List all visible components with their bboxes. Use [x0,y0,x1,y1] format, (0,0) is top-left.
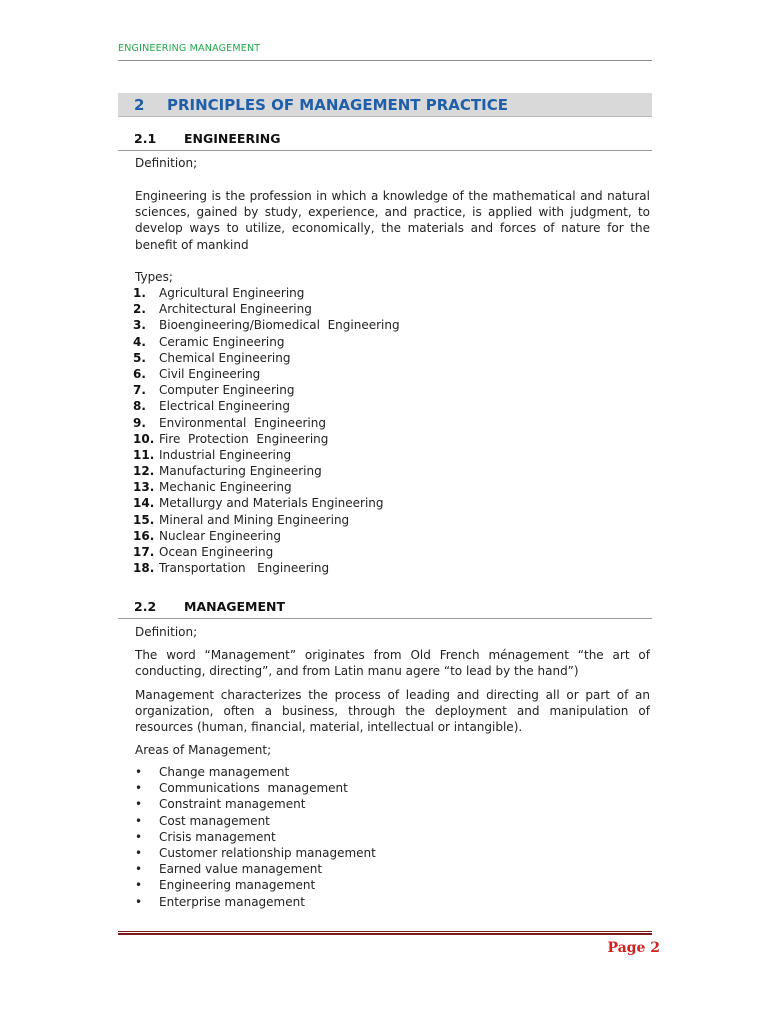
list-item [133,447,400,463]
list-item [133,431,400,447]
list-item-text: Customer relationship management [159,845,376,860]
list-item [133,415,400,431]
definition-label: Definition; [135,156,198,170]
header-rule [118,60,652,61]
list-item-text: Ceramic Engineering [159,334,285,349]
list-number: 6. [133,366,146,381]
list-item-text: Bioengineering/Biomedical Engineering [159,318,400,333]
list-item-text: Industrial Engineering [159,447,292,462]
list-number: 18. [133,561,155,576]
bullet-icon: • [135,845,143,860]
list-number: 13. [133,480,155,495]
list-item-text: Earned value management [159,862,323,877]
list-item [133,285,400,301]
list-number: 10. [133,431,155,446]
list-item [133,382,400,398]
list-item [133,780,376,796]
definition-label: Definition; [135,625,198,639]
list-item [133,398,400,414]
management-etymology: The word “Management” originates from Old French ménagement “the art of conducting, directing”, and from Latin manu agere “to lead by the hand”) [135,648,650,679]
list-item-text: Constraint management [159,797,306,812]
list-item [133,495,400,511]
list-number: 8. [133,399,146,414]
section-number: 2.2 [134,599,157,614]
bullet-icon: • [135,781,143,796]
list-item [133,512,400,528]
list-number: 7. [133,383,146,398]
list-item-text: Nuclear Engineering [159,528,281,543]
footer-rule [118,931,652,935]
list-item-text: Mechanic Engineering [159,480,292,495]
bullet-icon: • [135,813,143,828]
bullet-icon: • [135,797,143,812]
list-number: 5. [133,350,146,365]
list-item-text: Engineering management [159,878,316,893]
list-item [133,894,376,910]
list-item-text: Change management [159,765,290,779]
list-item-text: Environmental Engineering [159,415,326,430]
list-item-text: Fire Protection Engineering [159,431,329,446]
bullet-icon: • [135,765,143,779]
list-number: 2. [133,302,146,317]
list-number: 15. [133,512,155,527]
list-number: 3. [133,318,146,333]
list-item [133,845,376,861]
list-item-text: Mineral and Mining Engineering [159,512,350,527]
list-number: 12. [133,464,155,479]
chapter-heading [118,93,652,117]
engineering-definition: Engineering is the profession in which a knowledge of the mathematical and natural sciences, gained by study, experience, and practice, is applied with judgment, to develop ways to utilize, economically, the materials and forces of nature for the benefit of mankind [135,189,650,252]
list-item [133,829,376,845]
list-number: 17. [133,545,155,559]
types-label: Types; [135,270,173,284]
list-item [133,877,376,893]
list-number: 16. [133,528,155,543]
bullet-icon: • [135,878,143,893]
section-number: 2.1 [134,131,157,146]
section-title: ENGINEERING [184,131,281,146]
chapter-number: 2 [134,95,145,114]
list-item-text: Communications management [159,781,348,796]
bullet-icon: • [135,862,143,877]
running-header: ENGINEERING MANAGEMENT [118,43,261,54]
list-item-text: Chemical Engineering [159,350,291,365]
list-item [133,861,376,877]
bullet-icon: • [135,829,143,844]
bullet-icon: • [135,894,143,909]
list-item [133,463,400,479]
list-item [133,317,400,333]
list-number: 1. [133,286,146,300]
list-item-text: Crisis management [159,829,276,844]
list-number: 14. [133,496,155,511]
list-item [133,813,376,829]
list-item [133,366,400,382]
list-number: 11. [133,447,155,462]
list-item-text: Electrical Engineering [159,399,290,414]
section-title: MANAGEMENT [184,599,286,614]
list-item [133,764,376,780]
list-item-text: Cost management [159,813,270,828]
engineering-types-list [133,285,400,576]
list-item-text: Ocean Engineering [159,545,274,559]
list-item [133,796,376,812]
section-heading-engineering [118,131,652,151]
list-item-text: Enterprise management [159,894,305,909]
list-item-text: Manufacturing Engineering [159,464,322,479]
list-number: 4. [133,334,146,349]
list-item [133,301,400,317]
chapter-title: PRINCIPLES OF MANAGEMENT PRACTICE [167,95,508,114]
list-number: 9. [133,415,146,430]
list-item-text: Transportation Engineering [159,561,330,576]
management-definition: Management characterizes the process of leading and directing all or part of an organization, often a business, through the deployment and manipulation of resources (human, financial, material, intellectual or intangible). [135,688,650,735]
management-areas-list [133,764,376,910]
areas-label: Areas of Management; [135,743,272,757]
list-item-text: Civil Engineering [159,366,261,381]
list-item [133,528,400,544]
section-heading-management [118,599,652,619]
list-item [133,544,400,560]
list-item [133,334,400,350]
list-item-text: Computer Engineering [159,383,295,398]
list-item [133,479,400,495]
list-item-text: Architectural Engineering [159,302,312,317]
page-number: Page 2 [607,940,660,956]
list-item [133,560,400,576]
list-item [133,350,400,366]
list-item-text: Agricultural Engineering [159,286,305,300]
list-item-text: Metallurgy and Materials Engineering [159,496,384,511]
